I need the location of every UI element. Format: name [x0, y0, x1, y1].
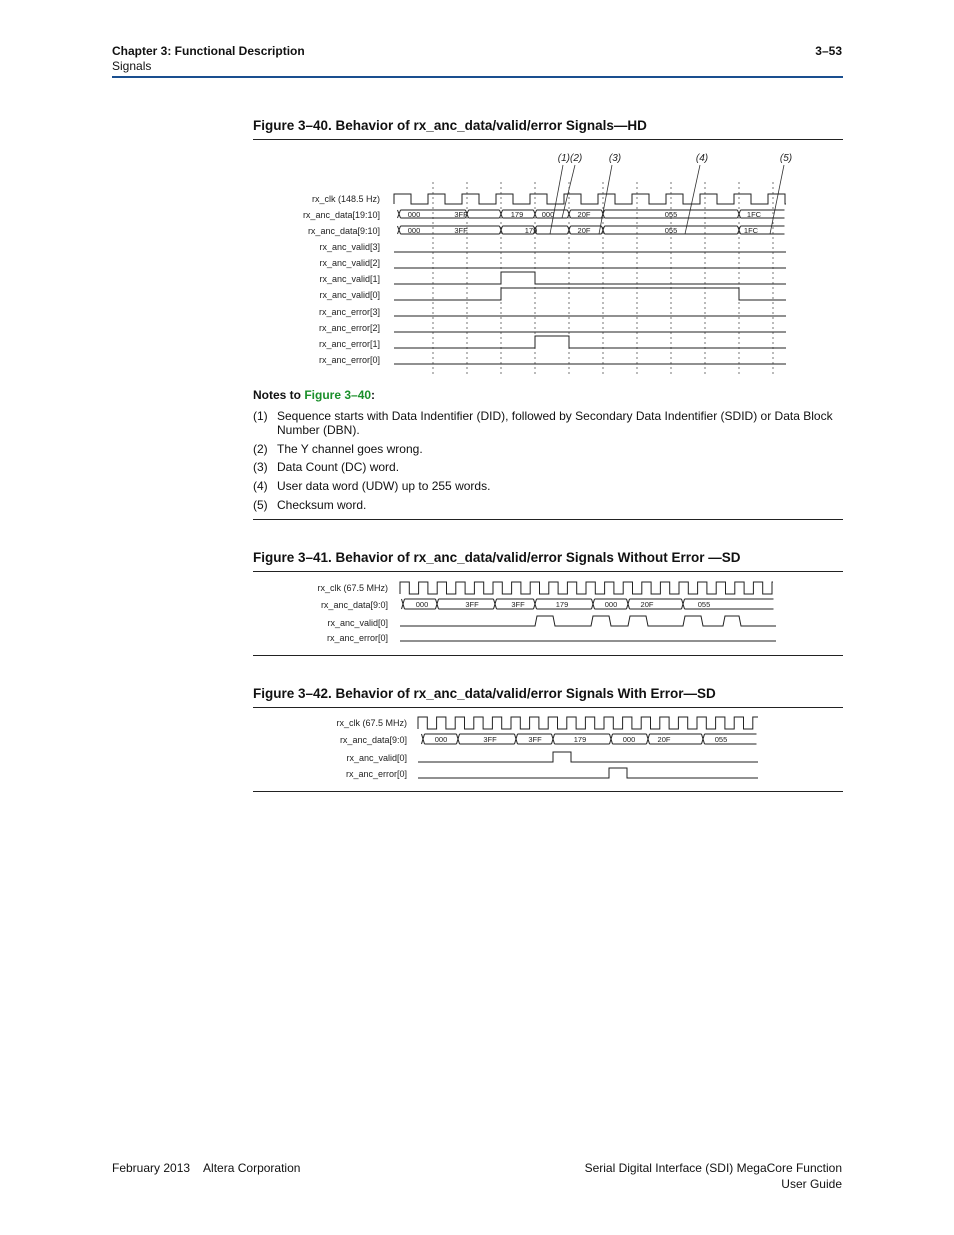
signal-label: rx_anc_valid[2]: [319, 258, 380, 268]
chapter-title: Chapter 3: Functional Description: [112, 44, 305, 58]
figure-42-title: Figure 3–42. Behavior of rx_anc_data/valid/error Signals With Error—SD: [253, 686, 716, 701]
callout-leader: [599, 165, 612, 234]
bus-transition: [398, 226, 401, 234]
bus-value: 000: [415, 600, 429, 609]
bus-transition: [534, 210, 537, 218]
bus-value: 000: [434, 735, 448, 744]
bus-transition: [627, 599, 630, 609]
notes-heading: Notes to Figure 3–40:: [253, 388, 376, 402]
signal-label: rx_anc_data[9:10]: [307, 226, 380, 236]
bus-value: 20F: [577, 226, 591, 235]
bus-transition: [500, 210, 503, 218]
signal-label: rx_anc_valid[0]: [327, 618, 388, 628]
signal-label: rx_anc_valid[0]: [319, 290, 380, 300]
bus-value: 179: [555, 600, 569, 609]
bus-value: 000: [407, 226, 421, 235]
rx-anc-data-9-10-bus: [537, 226, 568, 234]
footer-date: February 2013 Altera Corporation: [112, 1161, 301, 1175]
signal-label: rx_clk (67.5 MHz): [317, 583, 388, 593]
bus-value: 055: [714, 735, 728, 744]
signal-label: rx_clk (148.5 Hz): [311, 194, 380, 204]
figure-link[interactable]: Figure 3–40: [304, 388, 372, 402]
note-item: (4) User data word (UDW) up to 255 words.: [253, 479, 491, 493]
rx-anc-valid-0-waveform: [394, 288, 786, 300]
section-name: Signals: [112, 59, 152, 73]
signal-label: rx_anc_valid[3]: [319, 242, 380, 252]
bus-transition: [702, 734, 705, 744]
bus-value: 3FF: [528, 735, 542, 744]
bus-value: 055: [664, 210, 678, 219]
note-item: (1) Sequence starts with Data Indentifier (DID), followed by Secondary Data Indentifier (SDID) or Data Block Number (DBN).: [253, 409, 833, 437]
figure-40-bottom-rule: [253, 519, 843, 520]
bus-value: 20F: [657, 735, 671, 744]
figure-42-top-rule: [253, 707, 843, 708]
figure-42-bottom-rule: [253, 791, 843, 792]
callout-label: (4): [695, 153, 709, 164]
bus-value: 20F: [640, 600, 654, 609]
rx-anc-data-bus: [705, 734, 757, 744]
footer-doc-title: Serial Digital Interface (SDI) MegaCore Function: [584, 1161, 842, 1175]
figure-40-title: Figure 3–40. Behavior of rx_anc_data/valid/error Signals—HD: [253, 118, 647, 133]
figure-42-timing-diagram: [253, 710, 843, 788]
bus-transition: [647, 734, 650, 744]
bus-transition: [515, 734, 518, 744]
signal-label: rx_anc_error[1]: [318, 339, 380, 349]
bus-transition: [568, 210, 571, 218]
callout-leader: [550, 165, 563, 234]
note-item: (2) The Y channel goes wrong.: [253, 442, 423, 456]
bus-value: 20F: [577, 210, 591, 219]
figure-41-top-rule: [253, 571, 843, 572]
signal-label: rx_anc_data[9:0]: [320, 600, 388, 610]
bus-value: 3FF: [454, 226, 468, 235]
bus-transition: [457, 734, 460, 744]
callout-leader: [685, 165, 700, 234]
bus-transition: [610, 734, 613, 744]
bus-value: 3FF: [465, 600, 479, 609]
bus-value: 000: [622, 735, 636, 744]
signal-label: rx_anc_valid[0]: [346, 753, 407, 763]
callout-label: (3): [608, 153, 622, 164]
signal-label: rx_anc_error[2]: [318, 323, 380, 333]
figure-40-timing-diagram: [253, 140, 843, 380]
bus-value: 000: [407, 210, 421, 219]
figure-41-bottom-rule: [253, 655, 843, 656]
rx-clk-waveform: [400, 582, 773, 594]
rx-anc-data-19-10-bus: [469, 210, 500, 218]
signal-label: rx_anc_error[0]: [326, 633, 388, 643]
rx-anc-data-bus: [630, 599, 682, 609]
bus-value: 000: [541, 210, 555, 219]
bus-value: 3FF: [454, 210, 468, 219]
signal-label: rx_anc_data[19:10]: [302, 210, 380, 220]
bus-transition: [494, 599, 497, 609]
callout-label: (5): [779, 153, 793, 164]
footer-doc-sub: User Guide: [781, 1177, 842, 1191]
signal-label: rx_anc_error[0]: [318, 355, 380, 365]
signal-label: rx_anc_error[0]: [345, 769, 407, 779]
bus-transition: [682, 599, 685, 609]
bus-value: 179: [510, 210, 524, 219]
signal-label: rx_anc_data[9:0]: [339, 735, 407, 745]
bus-value: 3FF: [511, 600, 525, 609]
bus-value: 1FC: [746, 210, 762, 219]
bus-value: 179: [524, 226, 538, 235]
bus-transition: [738, 210, 741, 218]
bus-value: 3FF: [483, 735, 497, 744]
bus-transition: [422, 734, 425, 744]
rx-anc-valid-1-waveform: [394, 272, 786, 284]
note-item: (3) Data Count (DC) word.: [253, 460, 400, 474]
signal-label: rx_anc_valid[1]: [319, 274, 380, 284]
bus-transition: [398, 210, 401, 218]
bus-value: 179: [573, 735, 587, 744]
rx-clk-waveform: [418, 717, 758, 729]
bus-transition: [436, 599, 439, 609]
page-number: 3–53: [815, 44, 842, 58]
rx-anc-error-0-waveform: [418, 768, 758, 778]
rx-anc-error-1-waveform: [394, 336, 786, 348]
callout-leader: [770, 165, 784, 234]
signal-label: rx_anc_error[3]: [318, 307, 380, 317]
figure-41-timing-diagram: [253, 575, 843, 651]
signal-label: rx_clk (67.5 MHz): [336, 718, 407, 728]
rx-anc-valid-0-waveform: [400, 616, 776, 626]
bus-transition: [592, 599, 595, 609]
bus-value: 055: [697, 600, 711, 609]
bus-transition: [534, 599, 537, 609]
figure-41-title: Figure 3–41. Behavior of rx_anc_data/valid/error Signals Without Error —SD: [253, 550, 741, 565]
note-item: (5) Checksum word.: [253, 498, 367, 512]
bus-transition: [552, 734, 555, 744]
bus-value: 055: [664, 226, 678, 235]
rx-anc-valid-0-waveform: [418, 752, 758, 762]
rx-clk-waveform: [394, 194, 786, 204]
header-rule: [112, 76, 843, 78]
callout-label: (1)(2): [557, 153, 583, 164]
bus-transition: [402, 599, 405, 609]
bus-value: 1FC: [743, 226, 759, 235]
bus-value: 000: [604, 600, 618, 609]
